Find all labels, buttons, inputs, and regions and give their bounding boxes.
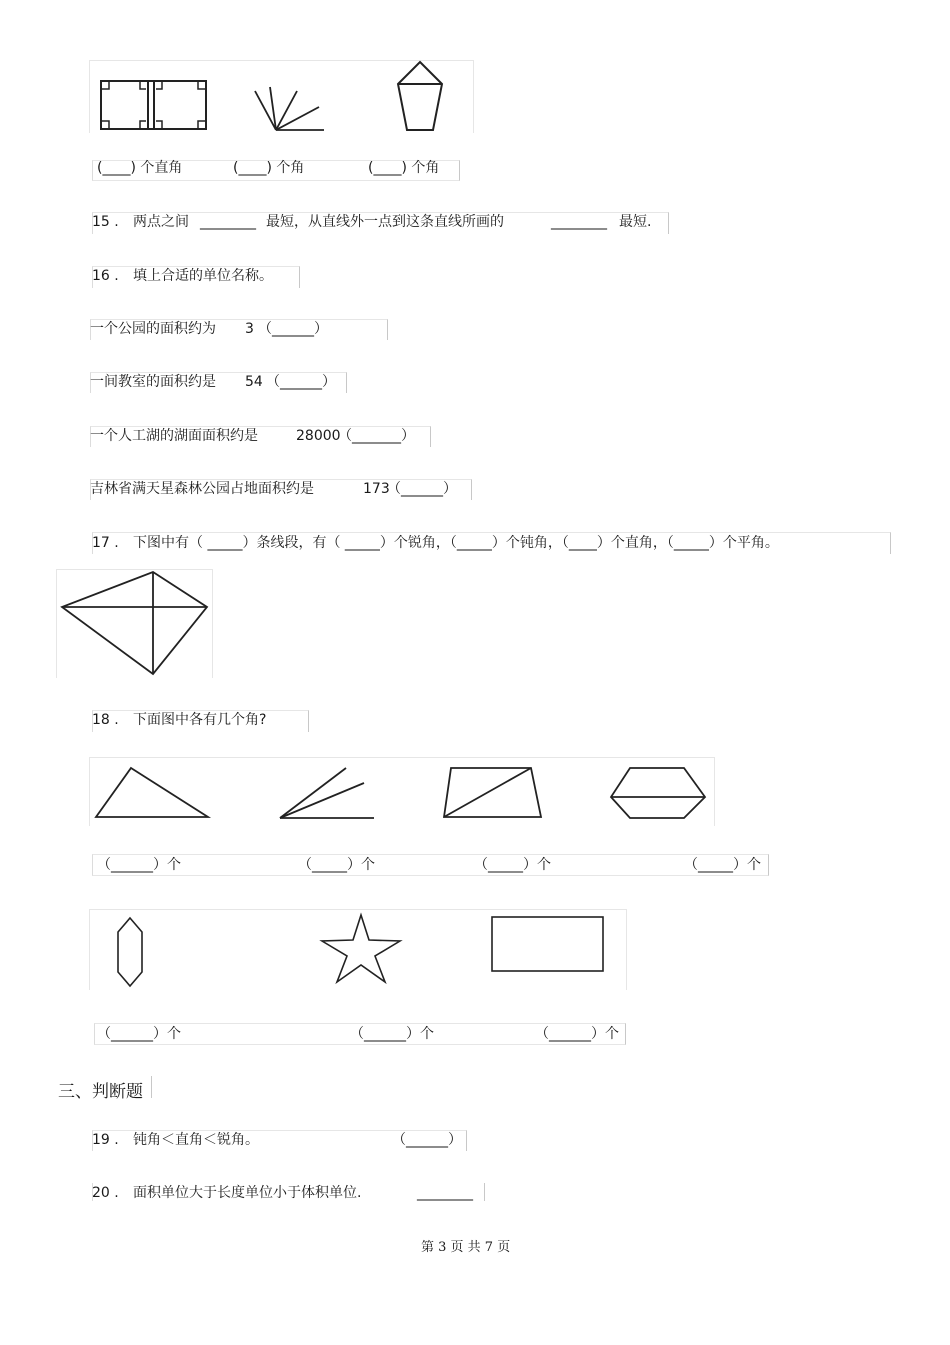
answer-blank-angles-2[interactable]: (____) 个角 — [368, 160, 440, 176]
q15-blank-2[interactable]: ________ — [551, 214, 607, 230]
q20-number: 20 . — [92, 1185, 119, 1201]
q17-text[interactable]: 下图中有（ _____）条线段，有（ _____）个锐角，（_____）个钝角，（____）个直角，（_____）个平角。 — [133, 535, 779, 551]
q19-text: 钝角＜直角＜锐角。 — [133, 1132, 259, 1148]
q15-text-2: 最短，从直线外一点到这条直线所画的 — [266, 214, 504, 230]
q16-text: 填上合适的单位名称。 — [133, 268, 273, 284]
q16-item-3-value: 28000 — [296, 428, 341, 444]
q16-item-1-blank[interactable]: （______） — [258, 321, 328, 337]
page-footer: 第 3 页 共 7 页 — [421, 1240, 511, 1255]
q18-answer-5[interactable]: （______）个 — [97, 1026, 181, 1042]
q16-item-1-text: 一个公园的面积约为 — [90, 321, 216, 337]
q18-answer-3[interactable]: （_____）个 — [474, 857, 551, 873]
q16-item-4-text: 吉林省满天星森林公园占地面积约是 — [90, 481, 314, 497]
q16-item-1-value: 3 — [245, 321, 254, 337]
tall-hexagon-figure — [118, 918, 142, 986]
q20-text: 面积单位大于长度单位小于体积单位. — [133, 1185, 362, 1201]
q18-number: 18 . — [92, 712, 119, 728]
star-figure — [322, 915, 400, 982]
q17-number: 17 . — [92, 535, 119, 551]
answer-blank-angles-1[interactable]: (____) 个角 — [233, 160, 305, 176]
q16-item-3-text: 一个人工湖的湖面面积约是 — [90, 428, 258, 444]
q16-item-4-blank[interactable]: （______） — [387, 481, 457, 497]
q19-blank[interactable]: （______） — [392, 1132, 462, 1148]
q18-answer-2[interactable]: （_____）个 — [298, 857, 375, 873]
q16-item-3-blank[interactable]: （_______） — [338, 428, 415, 444]
q16-item-2-value: 54 — [245, 374, 263, 390]
rectangle-figure — [492, 917, 603, 971]
q16-item-2-blank[interactable]: （______） — [266, 374, 336, 390]
q19-number: 19 . — [92, 1132, 119, 1148]
q18-answer-4[interactable]: （_____）个 — [684, 857, 761, 873]
q18-text: 下面图中各有几个角? — [133, 712, 267, 728]
q15-blank-1[interactable]: ________ — [200, 214, 256, 230]
q15-number: 15 . — [92, 214, 119, 230]
q15-text-3: 最短. — [619, 214, 652, 230]
q18-answer-6[interactable]: （______）个 — [350, 1026, 434, 1042]
answer-blank-right-angles[interactable]: (____) 个直角 — [97, 160, 183, 176]
q18-answer-7[interactable]: （______）个 — [535, 1026, 619, 1042]
q15-text-1: 两点之间 — [133, 214, 189, 230]
q20-blank[interactable]: ________ — [417, 1185, 473, 1201]
q16-item-4-value: 173 — [363, 481, 390, 497]
q16-item-2-text: 一间教室的面积约是 — [90, 374, 216, 390]
section-heading: 三、判断题 — [58, 1082, 143, 1102]
q18-answer-1[interactable]: （______）个 — [97, 857, 181, 873]
q16-number: 16 . — [92, 268, 119, 284]
